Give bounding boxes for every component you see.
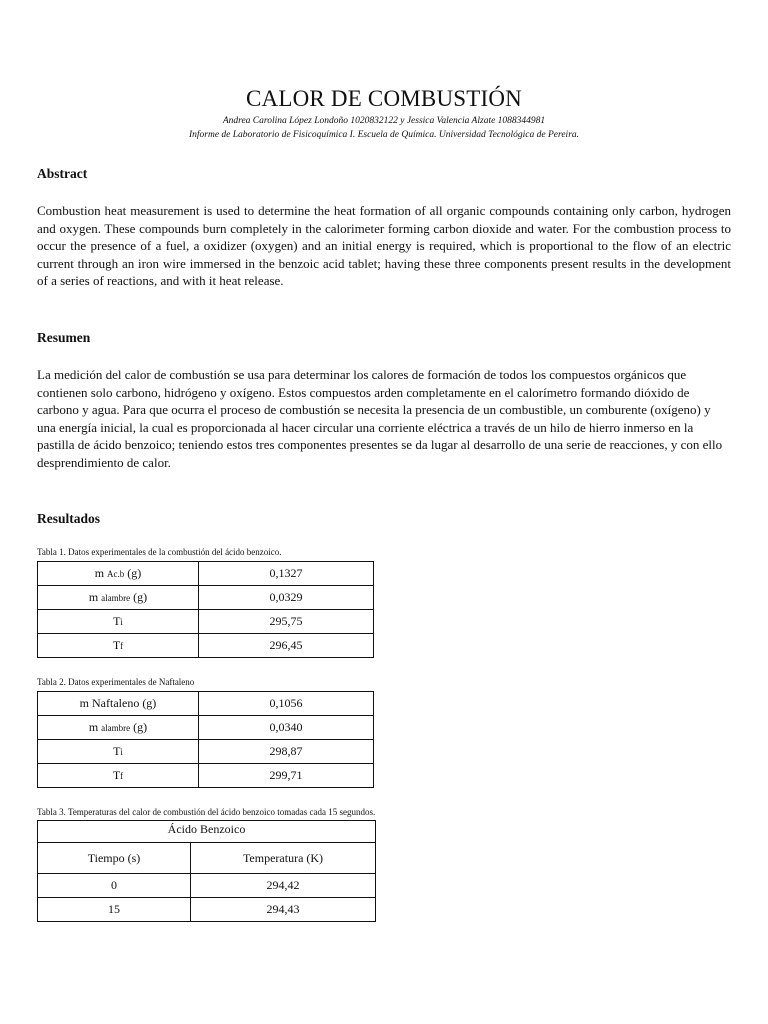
table2-value-cell: 0,0340 bbox=[199, 716, 374, 740]
paper-authors: Andrea Carolina López Londoño 1020832122 y Jessica Valencia Alzate 1088344981 bbox=[222, 116, 546, 126]
table1-value-cell: 0,0329 bbox=[199, 586, 374, 610]
table1-label-cell bbox=[38, 562, 199, 586]
label-subscript: Ac.b bbox=[107, 569, 125, 579]
label-unit: (g) bbox=[127, 566, 142, 580]
label-main: m bbox=[94, 566, 105, 580]
resumen-text: La medición del calor de combustión se usa para determinar los calores de formación de todos los compuestos orgánicos que contienen solo carbono, hidrógeno y oxígeno. Estos compuestos arden completamente en el calorímetro formando dióxido de carbono y agua. Para que ocurra el proceso de combustión se necesita la presencia de un combustible, un comburente (oxígeno) y una energía inicial, la cual es proporcionada al hacer circular una corriente eléctrica a través de un hilo de hierro inmerso en la pastilla de ácido benzoico; teniendo estos tres componentes presentes se da lugar al desarrollo de una serie de reacciones, y con ello desprendimiento de calor. bbox=[37, 367, 723, 470]
table-header-row bbox=[38, 843, 376, 874]
table3-col-header-temp: Temperatura (K) bbox=[191, 843, 376, 874]
table1-label-cell bbox=[38, 610, 199, 634]
table-row bbox=[38, 562, 374, 586]
abstract-text: Combustion heat measurement is used to determine the heat formation of all organic compounds containing only carbon, hydrogen and oxygen. These compounds burn completely in the calorimeter forming carbon dioxide and water. For the combustion process to occur the presence of a fuel, a oxidizer (oxygen) and an initial energy is required, which is proportional to the flow of an electric current through an iron wire immersed in the benzoic acid tablet; having these three components present results in the development of a series of reactions, and with it heat release. bbox=[37, 203, 731, 289]
table-row bbox=[38, 692, 374, 716]
label-main: m bbox=[88, 590, 99, 604]
table3-time-cell: 0 bbox=[38, 874, 191, 898]
table1-label-cell bbox=[38, 634, 199, 658]
table1-value-cell: 295,75 bbox=[199, 610, 374, 634]
label-main: T bbox=[113, 744, 121, 758]
table3-col-header-time: Tiempo (s) bbox=[38, 843, 191, 874]
table3-temp-cell: 294,43 bbox=[191, 898, 376, 922]
table-row bbox=[38, 874, 376, 898]
table2-value-cell: 299,71 bbox=[199, 764, 374, 788]
label-main: T bbox=[112, 638, 121, 652]
table-row bbox=[38, 898, 376, 922]
table-row bbox=[38, 586, 374, 610]
label-subscript: i bbox=[120, 747, 123, 757]
label-subscript: f bbox=[120, 641, 124, 651]
resultados-heading: Resultados bbox=[37, 511, 101, 526]
table2 bbox=[37, 691, 374, 788]
table1-label-cell bbox=[38, 586, 199, 610]
table2-value-cell: 298,87 bbox=[199, 740, 374, 764]
table3 bbox=[37, 820, 376, 922]
paper-title: CALOR DE COMBUSTIÓN bbox=[246, 86, 522, 111]
paper-affiliation: Informe de Laboratorio de Fisicoquímica I. Escuela de Química. Universidad Tecnológica de Pereira. bbox=[188, 130, 580, 140]
table2-label-cell: m Naftaleno (g) bbox=[38, 692, 199, 716]
table-row bbox=[38, 764, 374, 788]
label-unit: (g) bbox=[133, 590, 148, 604]
table2-value-cell: 0,1056 bbox=[199, 692, 374, 716]
table3-caption: Tabla 3. Temperaturas del calor de combustión del ácido benzoico tomadas cada 15 segundos. bbox=[37, 807, 376, 817]
table-group-header-row bbox=[38, 821, 376, 843]
table1-value-cell: 296,45 bbox=[199, 634, 374, 658]
label-unit: (g) bbox=[133, 720, 148, 734]
table1-value-cell: 0,1327 bbox=[199, 562, 374, 586]
table-row bbox=[38, 634, 374, 658]
label-main: T bbox=[113, 614, 121, 628]
label-subscript: alambre bbox=[101, 723, 131, 733]
abstract-heading: Abstract bbox=[37, 166, 88, 181]
table2-label-cell bbox=[38, 740, 199, 764]
table3-time-cell: 15 bbox=[38, 898, 191, 922]
table-row bbox=[38, 716, 374, 740]
table-row bbox=[38, 610, 374, 634]
table1-caption: Tabla 1. Datos experimentales de la combustión del ácido benzoico. bbox=[37, 547, 282, 557]
resumen-heading: Resumen bbox=[37, 330, 91, 345]
label-subscript: f bbox=[120, 771, 124, 781]
table1 bbox=[37, 561, 374, 658]
table-row bbox=[38, 740, 374, 764]
table2-label-cell bbox=[38, 716, 199, 740]
label-main: T bbox=[112, 768, 121, 782]
label-subscript: alambre bbox=[101, 593, 131, 603]
table3-group-header: Ácido Benzoico bbox=[38, 821, 376, 843]
table3-temp-cell: 294,42 bbox=[191, 874, 376, 898]
table2-caption: Tabla 2. Datos experimentales de Naftaleno bbox=[37, 677, 195, 687]
label-subscript: i bbox=[120, 617, 123, 627]
table2-label-cell bbox=[38, 764, 199, 788]
label-main: m bbox=[88, 720, 99, 734]
